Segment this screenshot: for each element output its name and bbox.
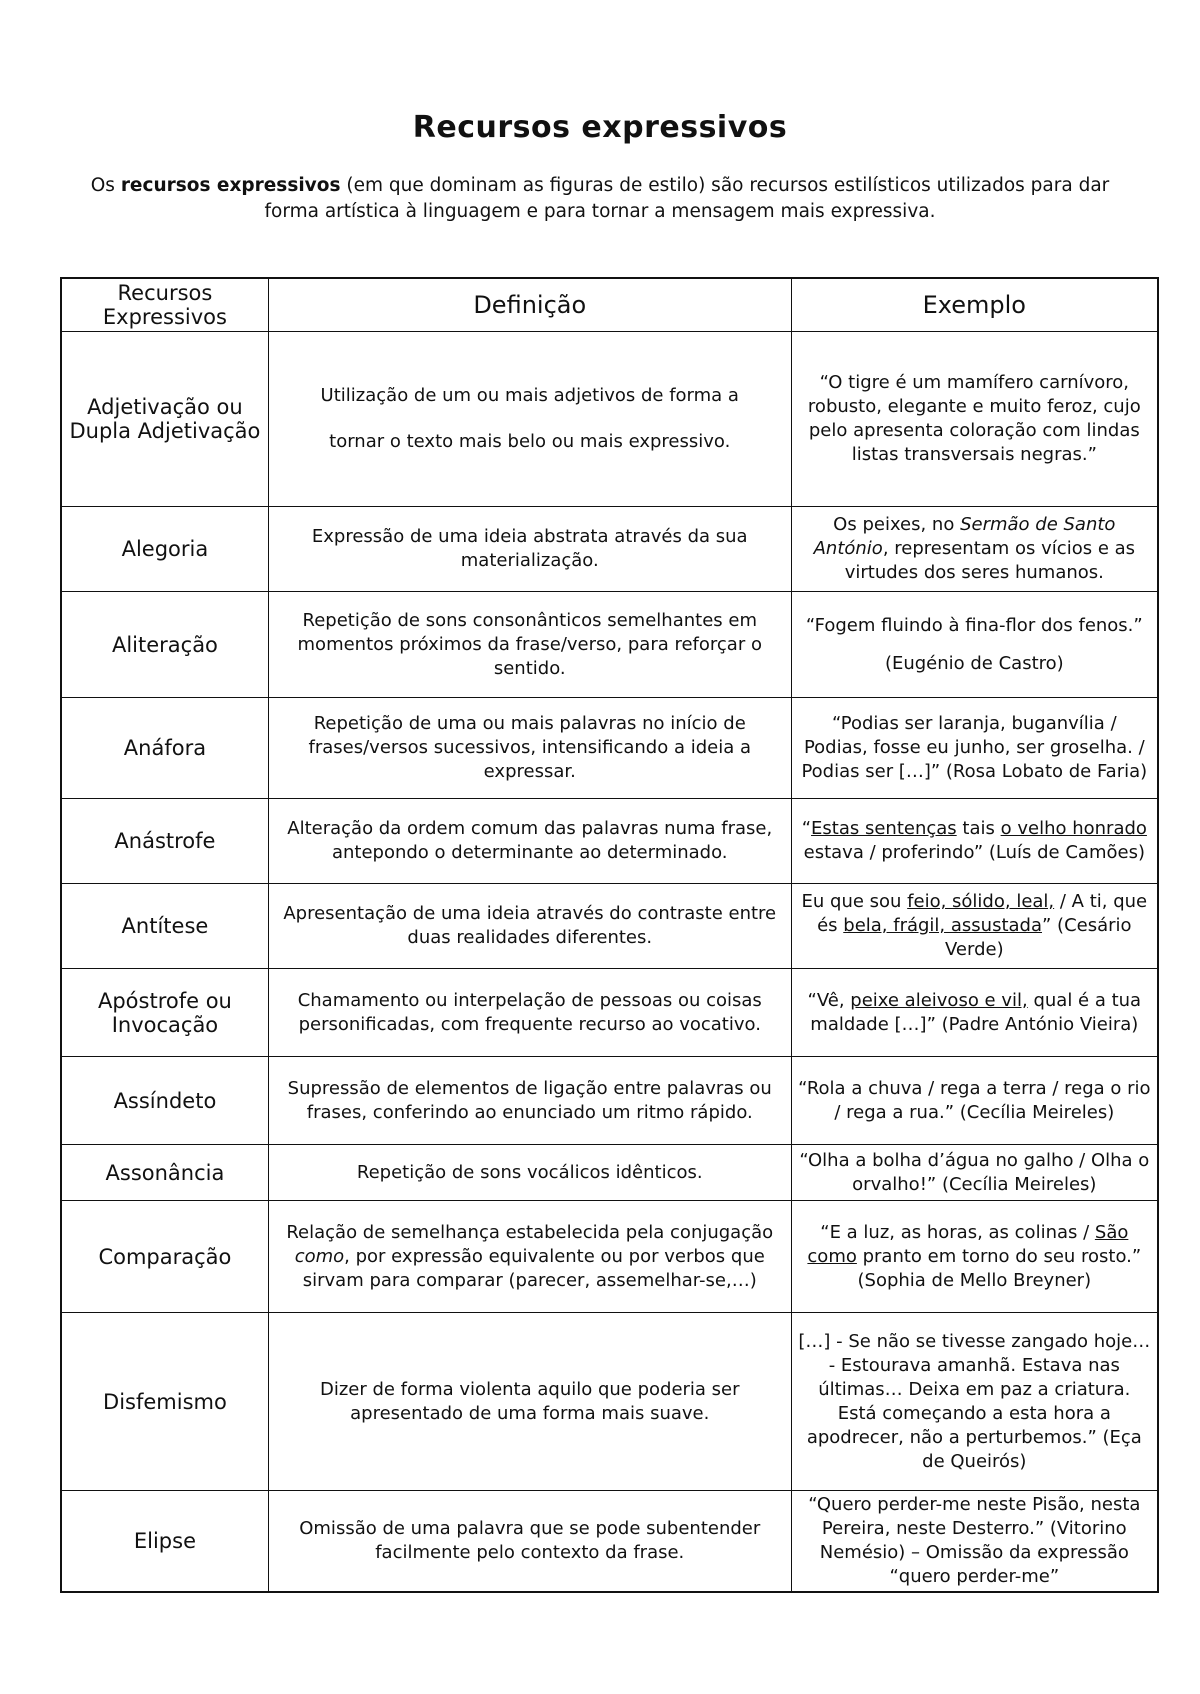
definicao-cell: Apresentação de uma ideia através do contraste entre duas realidades diferentes. xyxy=(268,884,791,969)
exemplo-underlined: Estas sentenças xyxy=(811,818,957,839)
exemplo-cell: “O tigre é um mamífero carnívoro, robusto, elegante e muito feroz, cujo pelo apresenta coloração com lindas listas transversais negras.” xyxy=(791,332,1158,507)
exemplo-line: - Estourava amanhã. Estava nas últimas… Deixa em paz a criatura. Está começando a esta hora a apodrecer, não a perturbemos.” (Eça de Queirós) xyxy=(806,1354,1142,1472)
table-row xyxy=(61,1313,1158,1491)
exemplo-cell: “Olha a bolha d’água no galho / Olha o orvalho!” (Cecília Meireles) xyxy=(791,1145,1158,1201)
recurso-cell: Antítese xyxy=(61,884,268,969)
definicao-cell: Chamamento ou interpelação de pessoas ou coisas personificadas, com frequente recurso ao vocativo. xyxy=(268,969,791,1057)
exemplo-cell xyxy=(791,1201,1158,1313)
exemplo-underlined: bela, frágil, assustada xyxy=(843,915,1042,936)
definicao-cell: Dizer de forma violenta aquilo que poderia ser apresentado de uma forma mais suave. xyxy=(268,1313,791,1491)
recurso-cell: Aliteração xyxy=(61,592,268,698)
definicao-cell xyxy=(268,1201,791,1313)
table-row xyxy=(61,698,1158,799)
exemplo-cell: “Rola a chuva / rega a terra / rega o rio / rega a rua.” (Cecília Meireles) xyxy=(791,1057,1158,1145)
exemplo-text: “Vê, xyxy=(807,989,851,1011)
exemplo-italic: Sermão de Santo António xyxy=(813,514,1116,559)
definicao-cell: Omissão de uma palavra que se pode subentender facilmente pelo contexto da frase. xyxy=(268,1491,791,1593)
table-row xyxy=(61,884,1158,969)
recurso-cell: Anáfora xyxy=(61,698,268,799)
exemplo-cell: “Quero perder-me neste Pisão, nesta Pereira, neste Desterro.” (Vitorino Nemésio) – Omissão da expressão “quero perder-me” xyxy=(791,1491,1158,1593)
intro-pre: Os xyxy=(90,175,121,196)
exemplo-cell: “Fogem fluindo à fina-flor dos fenos.” (Eugénio de Castro) xyxy=(791,592,1158,698)
table-row xyxy=(61,592,1158,698)
definicao-text: Relação de semelhança estabelecida pela conjugação xyxy=(286,1221,774,1243)
recursos-table xyxy=(60,277,1159,1593)
exemplo-cell xyxy=(791,884,1158,969)
header-exemplo: Exemplo xyxy=(791,278,1158,332)
table-row xyxy=(61,1145,1158,1201)
intro-paragraph xyxy=(70,173,1130,225)
recurso-cell: Assonância xyxy=(61,1145,268,1201)
recurso-cell: Adjetivação ou Dupla Adjetivação xyxy=(61,332,268,507)
exemplo-text: estava / proferindo” (Luís de Camões) xyxy=(803,842,1145,863)
definicao-text: , por expressão equivalente ou por verbos que sirvam para comparar (parecer, assemelhar-se,…) xyxy=(302,1245,765,1291)
exemplo-text: / A ti, que és xyxy=(817,891,1148,936)
exemplo-text: ” (Cesário Verde) xyxy=(945,915,1132,960)
table-row xyxy=(61,969,1158,1057)
table-header-row xyxy=(61,278,1158,332)
table-row xyxy=(61,799,1158,884)
recurso-cell: Comparação xyxy=(61,1201,268,1313)
table-row xyxy=(61,1491,1158,1593)
recurso-cell: Apóstrofe ou Invocação xyxy=(61,969,268,1057)
definicao-cell: Alteração da ordem comum das palavras numa frase, antepondo o determinante ao determinado. xyxy=(268,799,791,884)
exemplo-underlined: São como xyxy=(807,1221,1129,1267)
exemplo-text: Os peixes, no xyxy=(833,514,961,535)
recurso-cell: Elipse xyxy=(61,1491,268,1593)
exemplo-text: “ xyxy=(801,818,812,839)
exemplo-text: qual é a tua maldade […]” (Padre António Vieira) xyxy=(810,989,1142,1035)
table-row xyxy=(61,332,1158,507)
intro-bold-term: recursos expressivos xyxy=(120,175,341,196)
exemplo-text: , representam os vícios e as virtudes dos seres humanos. xyxy=(844,538,1136,583)
exemplo-underlined: o velho honrado xyxy=(1000,818,1147,839)
definicao-cell: Supressão de elementos de ligação entre palavras ou frases, conferindo ao enunciado um ritmo rápido. xyxy=(268,1057,791,1145)
exemplo-cell xyxy=(791,969,1158,1057)
header-definicao: Definição xyxy=(268,278,791,332)
exemplo-line: […] - Se não se tivesse zangado hoje… xyxy=(798,1330,1151,1352)
table-row xyxy=(61,507,1158,592)
exemplo-text: pranto em torno do seu rosto.” (Sophia de Mello Breyner) xyxy=(856,1245,1142,1291)
definicao-italic: como xyxy=(294,1245,345,1267)
definicao-cell: Repetição de sons consonânticos semelhantes em momentos próximos da frase/verso, para reforçar o sentido. xyxy=(268,592,791,698)
definicao-cell: Repetição de sons vocálicos idênticos. xyxy=(268,1145,791,1201)
header-recursos: Recursos Expressivos xyxy=(61,278,268,332)
recurso-cell: Assíndeto xyxy=(61,1057,268,1145)
exemplo-text: Eu que sou xyxy=(801,891,908,912)
recurso-cell: Disfemismo xyxy=(61,1313,268,1491)
definicao-cell: Repetição de uma ou mais palavras no início de frases/versos sucessivos, intensificando a ideia a expressar. xyxy=(268,698,791,799)
exemplo-cell xyxy=(791,1313,1158,1491)
exemplo-underlined: feio, sólido, leal, xyxy=(907,891,1055,912)
exemplo-text: “E a luz, as horas, as colinas / xyxy=(820,1221,1095,1243)
definicao-cell: Utilização de um ou mais adjetivos de forma a tornar o texto mais belo ou mais expressivo. xyxy=(268,332,791,507)
intro-post: (em que dominam as figuras de estilo) são recursos estilísticos utilizados para dar forma artística à linguagem e para tornar a mensagem mais expressiva. xyxy=(264,175,1110,222)
table-row xyxy=(61,1057,1158,1145)
page-title: Recursos expressivos xyxy=(412,110,788,145)
exemplo-cell xyxy=(791,799,1158,884)
recurso-cell: Alegoria xyxy=(61,507,268,592)
exemplo-text: tais xyxy=(956,818,1001,839)
table-row xyxy=(61,1201,1158,1313)
exemplo-underlined: peixe aleivoso e vil, xyxy=(850,989,1028,1011)
exemplo-cell xyxy=(791,507,1158,592)
definicao-cell: Expressão de uma ideia abstrata através da sua materialização. xyxy=(268,507,791,592)
recurso-cell: Anástrofe xyxy=(61,799,268,884)
exemplo-cell: “Podias ser laranja, buganvília / Podias, fosse eu junho, ser groselha. / Podias ser […]” (Rosa Lobato de Faria) xyxy=(791,698,1158,799)
